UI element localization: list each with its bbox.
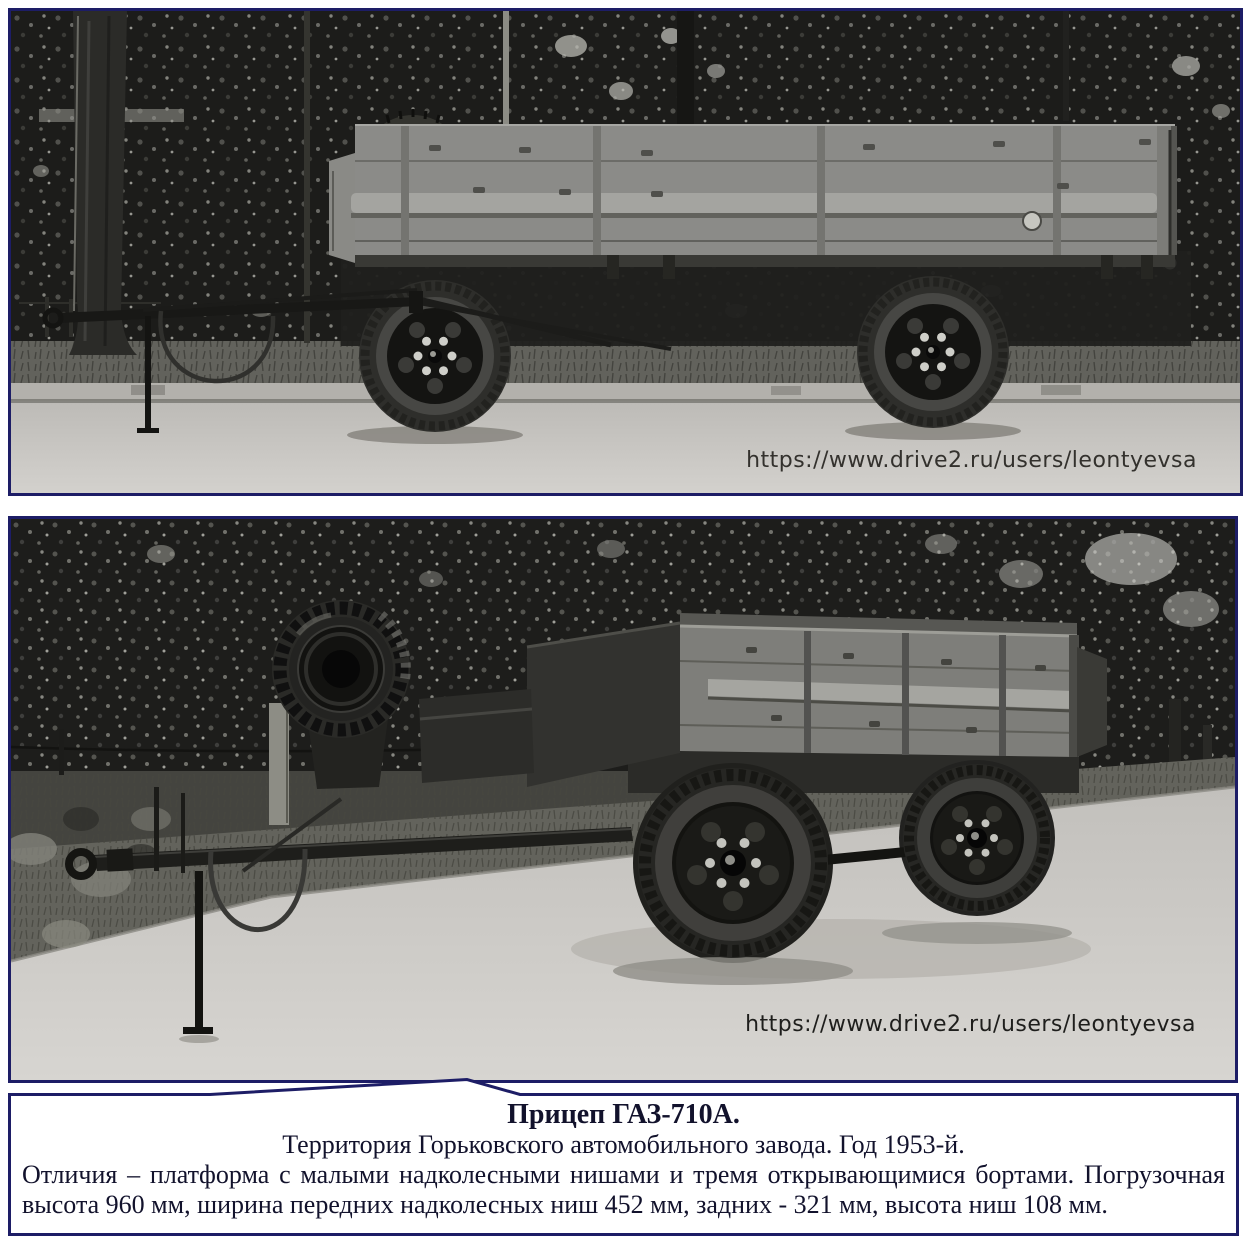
caption-subtitle: Территория Горьковского автомобильного завода. Год 1953-й.	[282, 1130, 965, 1159]
spare-tire	[272, 600, 410, 738]
bed-rub-rail	[351, 193, 1157, 213]
bed-reflector-disc	[1023, 212, 1041, 230]
jack-leg	[145, 316, 151, 430]
watermark-url-top: https://www.drive2.ru/users/leontyevsa	[746, 448, 1197, 473]
rear-left-wheel	[903, 764, 1051, 912]
caption-body-line2: высота 960 мм, ширина передних надколесных ниш 452 мм, задних - 321 мм, высота ниш 108 мм.	[22, 1190, 1108, 1219]
bottom-photo-background	[11, 519, 1235, 1080]
watermark-url-bottom: https://www.drive2.ru/users/leontyevsa	[745, 1012, 1196, 1037]
caption-text	[8, 1100, 1239, 1220]
rear-wheel	[857, 276, 1009, 428]
photo-top-trailer-side-view	[8, 8, 1243, 496]
photo-bottom-trailer-front-view	[8, 516, 1238, 1083]
toolbox	[419, 689, 534, 783]
caption-callout	[8, 1074, 1239, 1238]
sapling-trunk	[304, 11, 310, 343]
caption-title: Прицеп ГАЗ-710А.	[507, 1099, 740, 1130]
caption-body-line1: Отличия – платформа с малыми надколесными нишами и тремя открывающимися бортами. Погрузочная	[22, 1160, 1225, 1189]
photo-bottom-illustration	[11, 519, 1235, 1080]
jack-leg	[195, 871, 203, 1029]
front-left-wheel	[638, 768, 828, 958]
photo-top-illustration	[11, 11, 1240, 493]
